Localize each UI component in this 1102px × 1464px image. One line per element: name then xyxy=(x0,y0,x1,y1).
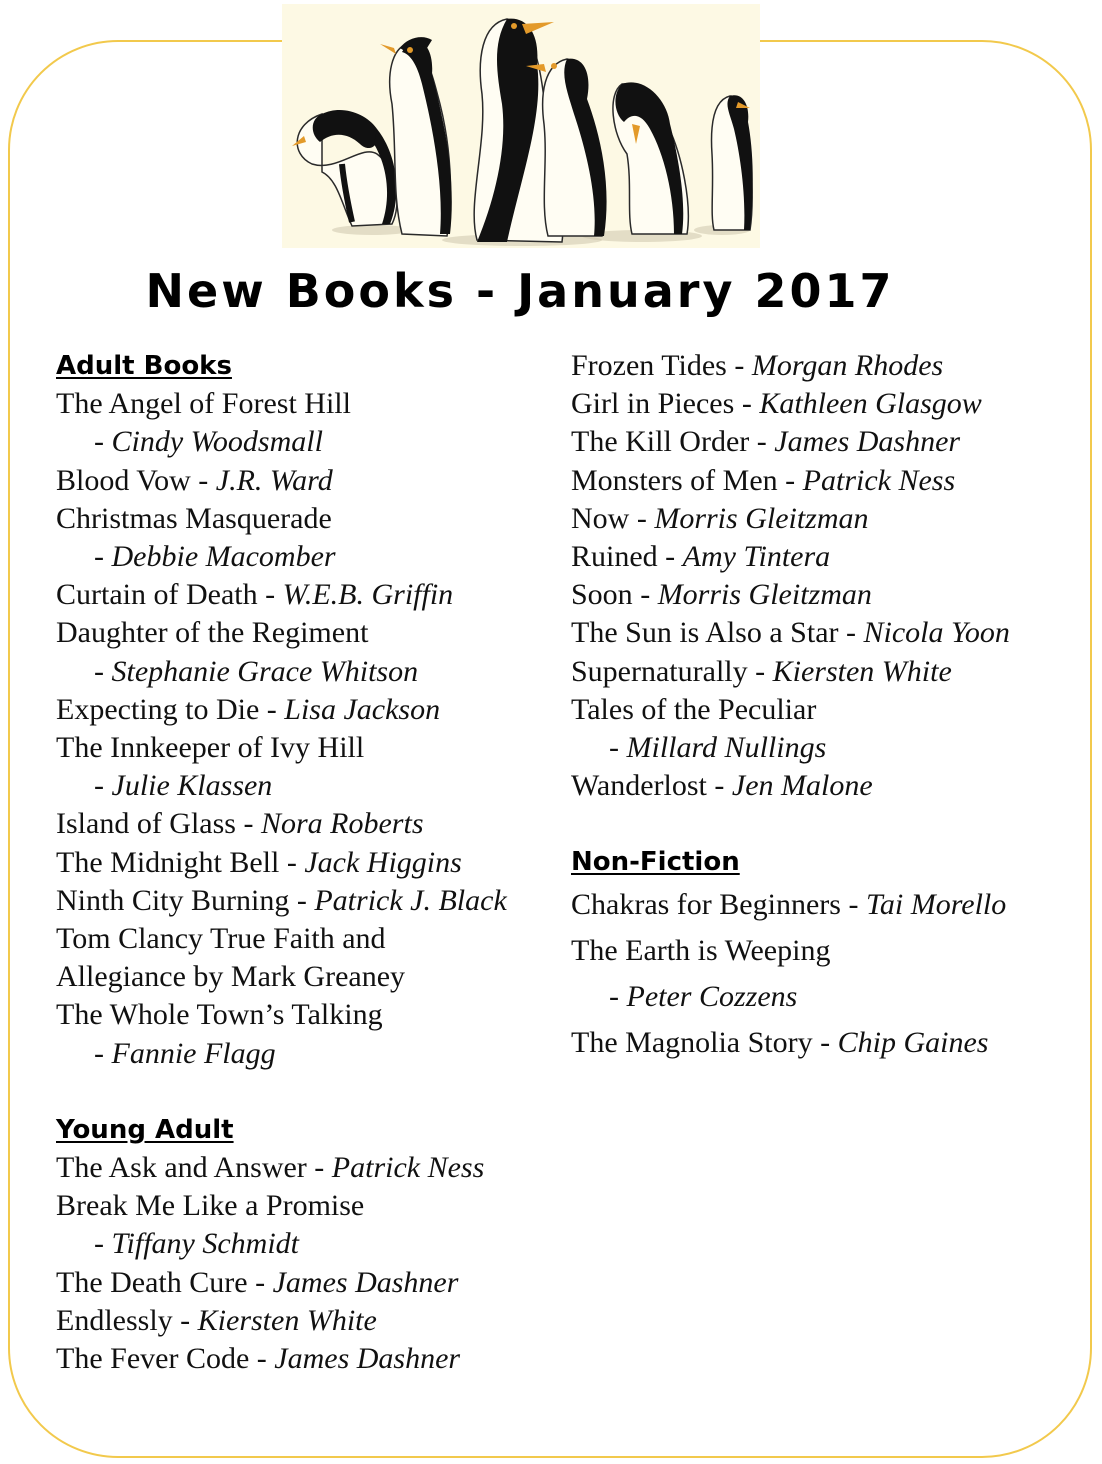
list-item: The Magnolia Story - Chip Gaines xyxy=(571,1025,989,1059)
list-item: Tom Clancy True Faith and xyxy=(56,922,386,956)
left-column xyxy=(56,347,507,1378)
list-item: Ruined - Amy Tintera xyxy=(571,540,831,574)
list-item: Island of Glass - Nora Roberts xyxy=(56,807,424,841)
author-line: - Fannie Flagg xyxy=(94,1036,276,1070)
section-heading-non-fiction: Non-Fiction xyxy=(571,847,740,878)
author-line: - Millard Nullings xyxy=(609,731,827,765)
list-item: The Ask and Answer - Patrick Ness xyxy=(56,1151,485,1185)
list-item: The Kill Order - James Dashner xyxy=(571,425,961,459)
penguins-illustration xyxy=(282,4,760,248)
list-item: Chakras for Beginners - Tai Morello xyxy=(571,887,1007,921)
list-item: The Death Cure - James Dashner xyxy=(56,1265,459,1299)
list-item: The Midnight Bell - Jack Higgins xyxy=(56,845,462,879)
list-item: The Whole Town’s Talking xyxy=(56,998,383,1032)
author-line: - Peter Cozzens xyxy=(609,979,798,1013)
list-item: Curtain of Death - W.E.B. Griffin xyxy=(56,578,454,612)
list-item: Expecting to Die - Lisa Jackson xyxy=(56,692,441,726)
non-fiction-section xyxy=(571,843,1010,1065)
author-line: - Stephanie Grace Whitson xyxy=(94,654,419,688)
list-item: Ninth City Burning - Patrick J. Black xyxy=(56,883,507,917)
author-line: - Tiffany Schmidt xyxy=(94,1227,299,1261)
list-item: Monsters of Men - Patrick Ness xyxy=(571,463,956,497)
list-item: Break Me Like a Promise xyxy=(56,1189,365,1223)
author-line: - Cindy Woodsmall xyxy=(94,425,323,459)
list-item: Endlessly - Kiersten White xyxy=(56,1303,377,1337)
list-item: The Earth is Weeping xyxy=(571,933,831,967)
list-item: Wanderlost - Jen Malone xyxy=(571,769,873,803)
list-item-continued: Allegiance by Mark Greaney xyxy=(56,960,406,994)
section-spacer xyxy=(571,805,1010,843)
section-heading-young-adult: Young Adult xyxy=(56,1114,234,1145)
section-heading-adult-books: Adult Books xyxy=(56,351,232,381)
list-item: Frozen Tides - Morgan Rhodes xyxy=(571,349,944,382)
list-item: Blood Vow - J.R. Ward xyxy=(56,463,333,497)
list-item: Tales of the Peculiar xyxy=(571,692,817,726)
right-column xyxy=(571,347,1010,1066)
list-item: Daughter of the Regiment xyxy=(56,616,369,650)
penguin-5 xyxy=(613,82,688,234)
list-item: Supernaturally - Kiersten White xyxy=(571,654,952,688)
page-title: New Books - January 2017 xyxy=(145,264,895,318)
list-item: The Fever Code - James Dashner xyxy=(56,1342,461,1376)
list-item: Soon - Morris Gleitzman xyxy=(571,578,872,612)
list-item: The Innkeeper of Ivy Hill xyxy=(56,731,365,765)
list-item: Girl in Pieces - Kathleen Glasgow xyxy=(571,387,982,421)
penguin-6 xyxy=(712,95,753,230)
author-line: - Debbie Macomber xyxy=(94,540,336,574)
author-line: - Julie Klassen xyxy=(94,769,273,803)
penguin-1 xyxy=(292,110,397,226)
list-item: Now - Morris Gleitzman xyxy=(571,501,869,535)
list-item: The Sun is Also a Star - Nicola Yoon xyxy=(571,616,1010,650)
section-spacer xyxy=(56,1073,507,1111)
list-item: Christmas Masquerade xyxy=(56,501,332,535)
list-item: The Angel of Forest Hill xyxy=(56,387,351,421)
